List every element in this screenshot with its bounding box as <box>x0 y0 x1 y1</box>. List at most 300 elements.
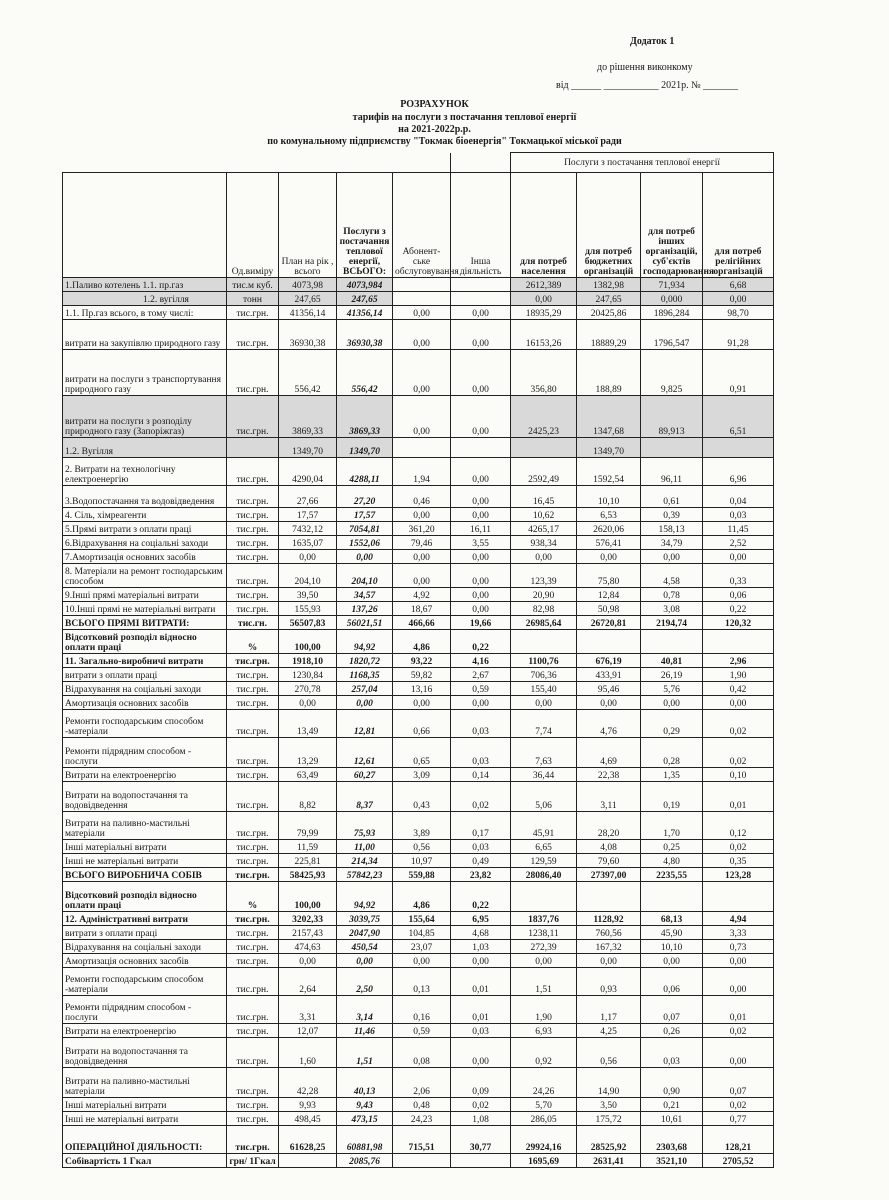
cell-plan: 0,00 <box>279 954 337 968</box>
cell-other: 0,00 <box>451 306 511 320</box>
cell-population: 286,05 <box>511 1112 577 1126</box>
col-plan-header: План на рік , всього <box>279 173 337 278</box>
cell-budget: 3,11 <box>577 782 641 812</box>
cell-unit: тис.грн. <box>227 968 279 996</box>
table-row <box>63 616 774 630</box>
cell-budget: 4,25 <box>577 1024 641 1038</box>
cell-other: 0,00 <box>451 564 511 588</box>
cell-population: 10,62 <box>511 508 577 522</box>
cell-other-orgs: 10,61 <box>641 1112 703 1126</box>
cell-unit: тис.грн. <box>227 996 279 1024</box>
cell-subscriber: 3,09 <box>393 768 451 782</box>
cell-population <box>511 630 577 654</box>
appendix-label: Додаток 1 <box>630 36 675 47</box>
cell-other: 0,02 <box>451 782 511 812</box>
cell-population: 0,00 <box>511 696 577 710</box>
cell-other-orgs: 34,79 <box>641 536 703 550</box>
table-row <box>63 912 774 926</box>
cell-subscriber: 361,20 <box>393 522 451 536</box>
row-label: Амортизація основних засобів <box>63 696 227 710</box>
cell-budget: 4,08 <box>577 840 641 854</box>
cell-religious: 0,00 <box>703 550 774 564</box>
cell-unit: тис.грн. <box>227 738 279 768</box>
cell-plan: 204,10 <box>279 564 337 588</box>
cell-total: 34,57 <box>337 588 393 602</box>
cell-population: 5,06 <box>511 782 577 812</box>
cell-subscriber: 0,00 <box>393 564 451 588</box>
cell-total: 7054,81 <box>337 522 393 536</box>
cell-religious: 0,00 <box>703 696 774 710</box>
table-row <box>63 458 774 486</box>
row-label: Відсотковий розподіл відносно оплати праці <box>63 630 227 654</box>
cell-subscriber: 0,08 <box>393 1038 451 1068</box>
cell-total: 1820,72 <box>337 654 393 668</box>
cell-total: 60,27 <box>337 768 393 782</box>
cell-religious: 0,02 <box>703 710 774 738</box>
cell-other-orgs: 0,07 <box>641 996 703 1024</box>
cell-subscriber: 1,94 <box>393 458 451 486</box>
col-religious-header: для потреб релігійних організацій <box>703 173 774 278</box>
cell-plan: 41356,14 <box>279 306 337 320</box>
cell-religious: 4,94 <box>703 912 774 926</box>
cell-religious: 0,73 <box>703 940 774 954</box>
table-row <box>63 1154 774 1168</box>
cell-population: 0,92 <box>511 1038 577 1068</box>
cell-unit: тис.грн. <box>227 940 279 954</box>
cell-subscriber: 0,00 <box>393 396 451 438</box>
table-row <box>63 278 774 292</box>
cell-budget: 2631,41 <box>577 1154 641 1168</box>
cell-plan: 3202,33 <box>279 912 337 926</box>
table-row <box>63 396 774 438</box>
cell-total: 2,50 <box>337 968 393 996</box>
cell-population: 36,44 <box>511 768 577 782</box>
cell-religious: 0,06 <box>703 588 774 602</box>
table-row <box>63 654 774 668</box>
row-label: Ремонти господарським способом -матеріали <box>63 968 227 996</box>
cell-population: 2592,49 <box>511 458 577 486</box>
cell-total: 57842,23 <box>337 868 393 882</box>
cell-religious: 0,02 <box>703 840 774 854</box>
cell-plan: 36930,38 <box>279 320 337 350</box>
cell-religious: 0,22 <box>703 602 774 616</box>
cell-other: 0,00 <box>451 486 511 508</box>
cell-total: 36930,38 <box>337 320 393 350</box>
cell-plan: 7432,12 <box>279 522 337 536</box>
cell-subscriber: 93,22 <box>393 654 451 668</box>
cell-unit: тис.грн. <box>227 840 279 854</box>
cell-subscriber: 79,46 <box>393 536 451 550</box>
cell-other-orgs: 0,19 <box>641 782 703 812</box>
cell-subscriber: 155,64 <box>393 912 451 926</box>
cell-population: 938,34 <box>511 536 577 550</box>
cell-other-orgs: 3,08 <box>641 602 703 616</box>
cell-other: 0,49 <box>451 854 511 868</box>
cell-subscriber <box>393 1154 451 1168</box>
cell-religious: 6,96 <box>703 458 774 486</box>
cell-religious: 11,45 <box>703 522 774 536</box>
cell-total: 11,46 <box>337 1024 393 1038</box>
cell-total: 17,57 <box>337 508 393 522</box>
cell-subscriber: 0,43 <box>393 782 451 812</box>
cell-religious: 0,00 <box>703 1038 774 1068</box>
cell-total: 56021,51 <box>337 616 393 630</box>
cell-total: 0,00 <box>337 954 393 968</box>
col-other-orgs-header: для потреб інших організацій, суб'єктів господарювання <box>641 173 703 278</box>
table-row <box>63 812 774 840</box>
row-label: Відсотковий розподіл відносно оплати праці <box>63 882 227 912</box>
cell-religious: 128,21 <box>703 1126 774 1154</box>
cell-budget: 26720,81 <box>577 616 641 630</box>
table-row <box>63 508 774 522</box>
cell-religious: 0,02 <box>703 1024 774 1038</box>
cell-unit: тис.грн. <box>227 1024 279 1038</box>
table-row <box>63 738 774 768</box>
row-label: Амортизація основних засобів <box>63 954 227 968</box>
cell-other: 0,03 <box>451 840 511 854</box>
table-row <box>63 782 774 812</box>
cell-other: 0,02 <box>451 1098 511 1112</box>
cell-religious: 0,91 <box>703 350 774 396</box>
row-label: 7.Амортизація основних засобів <box>63 550 227 564</box>
cell-total: 0,00 <box>337 696 393 710</box>
cell-total: 9,43 <box>337 1098 393 1112</box>
cell-subscriber: 0,65 <box>393 738 451 768</box>
row-label: 11. Загально-виробничі витрати <box>63 654 227 668</box>
cell-other: 1,03 <box>451 940 511 954</box>
cell-other: 4,68 <box>451 926 511 940</box>
row-label: ОПЕРАЦІЙНОЇ ДІЯЛЬНОСТІ: <box>63 1126 227 1154</box>
cell-subscriber: 59,82 <box>393 668 451 682</box>
cell-unit: тис.грн. <box>227 954 279 968</box>
cell-unit: тис.грн. <box>227 602 279 616</box>
cell-subscriber: 0,00 <box>393 306 451 320</box>
cell-budget: 79,60 <box>577 854 641 868</box>
table-row <box>63 350 774 396</box>
cell-other-orgs: 0,000 <box>641 292 703 306</box>
cell-religious: 0,33 <box>703 564 774 588</box>
table-row <box>63 588 774 602</box>
cell-other: 0,00 <box>451 954 511 968</box>
cell-plan: 4290,04 <box>279 458 337 486</box>
table-row <box>63 926 774 940</box>
cell-total: 0,00 <box>337 550 393 564</box>
cell-other <box>451 278 511 292</box>
row-label: 1.Паливо котелень 1.1. пр.газ <box>63 278 227 292</box>
cell-population: 4265,17 <box>511 522 577 536</box>
cell-plan: 13,49 <box>279 710 337 738</box>
row-label: 5.Прямі витрати з оплати праці <box>63 522 227 536</box>
group-header: Послуги з постачання теплової енергії <box>511 153 774 173</box>
cell-population: 45,91 <box>511 812 577 840</box>
cell-population: 1837,76 <box>511 912 577 926</box>
cell-other: 0,03 <box>451 710 511 738</box>
row-label: Витрати на електроенергію <box>63 1024 227 1038</box>
cell-plan: 63,49 <box>279 768 337 782</box>
cell-other-orgs: 0,39 <box>641 508 703 522</box>
cell-religious: 0,10 <box>703 768 774 782</box>
table-row <box>63 996 774 1024</box>
cell-religious: 0,01 <box>703 782 774 812</box>
cell-other: 0,22 <box>451 630 511 654</box>
cell-other: 23,82 <box>451 868 511 882</box>
cell-total: 556,42 <box>337 350 393 396</box>
cell-budget: 576,41 <box>577 536 641 550</box>
cell-other-orgs: 4,80 <box>641 854 703 868</box>
cell-total: 2085,76 <box>337 1154 393 1168</box>
row-label: 1.2. вугілля <box>63 292 227 306</box>
cell-other-orgs: 0,06 <box>641 968 703 996</box>
cell-population: 16,45 <box>511 486 577 508</box>
cell-religious: 0,00 <box>703 968 774 996</box>
cell-subscriber <box>393 438 451 458</box>
cell-population: 1,90 <box>511 996 577 1024</box>
cell-subscriber: 0,16 <box>393 996 451 1024</box>
cell-population: 29924,16 <box>511 1126 577 1154</box>
cell-other: 0,59 <box>451 682 511 696</box>
cell-population: 82,98 <box>511 602 577 616</box>
cell-unit: тис.грн. <box>227 522 279 536</box>
cell-plan: 3869,33 <box>279 396 337 438</box>
table-row <box>63 630 774 654</box>
cell-unit: тонн <box>227 292 279 306</box>
cell-other-orgs: 1,35 <box>641 768 703 782</box>
cell-plan <box>279 1154 337 1168</box>
table-row <box>63 954 774 968</box>
cell-total: 27,20 <box>337 486 393 508</box>
cell-budget: 28,20 <box>577 812 641 840</box>
cell-other: 0,00 <box>451 458 511 486</box>
cell-unit <box>227 438 279 458</box>
cell-population: 2425,23 <box>511 396 577 438</box>
cell-religious: 0,03 <box>703 508 774 522</box>
cell-plan: 2,64 <box>279 968 337 996</box>
cell-other: 0,01 <box>451 968 511 996</box>
cell-unit: тис.гн. <box>227 616 279 630</box>
cell-subscriber: 0,00 <box>393 350 451 396</box>
cell-subscriber: 24,23 <box>393 1112 451 1126</box>
cell-budget: 175,72 <box>577 1112 641 1126</box>
cell-unit: тис.грн. <box>227 912 279 926</box>
cell-population: 356,80 <box>511 350 577 396</box>
table-row <box>63 292 774 306</box>
cell-plan: 2157,43 <box>279 926 337 940</box>
cell-unit: тис.грн. <box>227 854 279 868</box>
cell-population: 26985,64 <box>511 616 577 630</box>
cell-religious: 0,12 <box>703 812 774 840</box>
cell-population: 16153,26 <box>511 320 577 350</box>
cell-other-orgs: 0,61 <box>641 486 703 508</box>
cell-population: 0,00 <box>511 292 577 306</box>
cell-other: 0,01 <box>451 996 511 1024</box>
cell-unit: тис.грн. <box>227 396 279 438</box>
cell-budget: 167,32 <box>577 940 641 954</box>
col-name-header <box>63 173 227 278</box>
row-label: ВСЬОГО ПРЯМІ ВИТРАТИ: <box>63 616 227 630</box>
cell-budget: 0,93 <box>577 968 641 996</box>
cell-budget: 10,10 <box>577 486 641 508</box>
cell-unit: тис.грн. <box>227 1112 279 1126</box>
cell-subscriber: 0,48 <box>393 1098 451 1112</box>
cell-population: 0,00 <box>511 550 577 564</box>
cell-plan: 61628,25 <box>279 1126 337 1154</box>
cell-subscriber: 0,00 <box>393 954 451 968</box>
cell-subscriber: 466,66 <box>393 616 451 630</box>
cell-unit: тис.грн. <box>227 682 279 696</box>
cell-unit: тис.м куб. <box>227 278 279 292</box>
cell-other: 0,17 <box>451 812 511 840</box>
cell-budget: 0,56 <box>577 1038 641 1068</box>
row-label: Ремонти господарським способом -матеріали <box>63 710 227 738</box>
doc-enterprise: по комунальному підприємству "Токмак біоенергія" Токмацької міської ради <box>267 136 622 147</box>
cell-other-orgs: 89,913 <box>641 396 703 438</box>
cell-religious: 0,42 <box>703 682 774 696</box>
row-label: ВСЬОГО ВИРОБНИЧА СОБІВ <box>63 868 227 882</box>
cell-unit: тис.грн. <box>227 486 279 508</box>
cell-other-orgs: 2303,68 <box>641 1126 703 1154</box>
cell-other-orgs: 5,76 <box>641 682 703 696</box>
cell-budget: 4,76 <box>577 710 641 738</box>
decision-label: до рішення виконкому <box>597 62 693 73</box>
cell-total: 12,81 <box>337 710 393 738</box>
cell-other-orgs: 1,70 <box>641 812 703 840</box>
cell-plan: 79,99 <box>279 812 337 840</box>
table-row <box>63 768 774 782</box>
row-label: Інші матеріальні витрати <box>63 840 227 854</box>
cell-unit: тис.грн. <box>227 550 279 564</box>
cell-religious: 0,02 <box>703 738 774 768</box>
table-row <box>63 668 774 682</box>
cell-unit: тис.грн. <box>227 1126 279 1154</box>
cell-population <box>511 882 577 912</box>
row-label: Ремонти підрядним способом - послуги <box>63 996 227 1024</box>
cell-religious: 0,00 <box>703 954 774 968</box>
cell-plan: 4073,98 <box>279 278 337 292</box>
cell-budget <box>577 882 641 912</box>
cell-religious: 120,32 <box>703 616 774 630</box>
cell-plan: 17,57 <box>279 508 337 522</box>
cell-subscriber: 0,46 <box>393 486 451 508</box>
cell-unit: тис.грн. <box>227 320 279 350</box>
row-label: Витрати на електроенергію <box>63 768 227 782</box>
table-row <box>63 854 774 868</box>
cell-other-orgs: 26,19 <box>641 668 703 682</box>
cell-subscriber: 104,85 <box>393 926 451 940</box>
row-label: витрати з оплати праці <box>63 668 227 682</box>
col-total-header: Послуги з постачання теплової енергії, ВСЬОГО: <box>337 173 393 278</box>
cell-religious: 0,01 <box>703 996 774 1024</box>
cell-total: 473,15 <box>337 1112 393 1126</box>
cell-budget: 2620,06 <box>577 522 641 536</box>
cell-religious: 91,28 <box>703 320 774 350</box>
cell-other-orgs: 0,00 <box>641 550 703 564</box>
cell-unit: тис.грн. <box>227 668 279 682</box>
cell-population: 0,00 <box>511 954 577 968</box>
table-row <box>63 968 774 996</box>
cell-total: 2047,90 <box>337 926 393 940</box>
cell-religious: 6,51 <box>703 396 774 438</box>
cell-other: 0,00 <box>451 350 511 396</box>
cell-subscriber: 23,07 <box>393 940 451 954</box>
cell-unit: тис.грн. <box>227 926 279 940</box>
cell-budget: 1128,92 <box>577 912 641 926</box>
cell-religious: 2,96 <box>703 654 774 668</box>
cell-other: 0,03 <box>451 1024 511 1038</box>
cell-budget: 3,50 <box>577 1098 641 1112</box>
cell-total: 11,00 <box>337 840 393 854</box>
cell-unit: тис.грн. <box>227 1098 279 1112</box>
cell-other-orgs: 45,90 <box>641 926 703 940</box>
cell-plan: 3,31 <box>279 996 337 1024</box>
row-label: 10.Інші прямі не матеріальні витрати <box>63 602 227 616</box>
cell-subscriber <box>393 292 451 306</box>
cell-total: 4288,11 <box>337 458 393 486</box>
cell-religious <box>703 438 774 458</box>
cell-budget: 50,98 <box>577 602 641 616</box>
cell-plan: 0,00 <box>279 550 337 564</box>
cell-budget: 18889,29 <box>577 320 641 350</box>
table-row <box>63 1112 774 1126</box>
cell-other-orgs: 0,26 <box>641 1024 703 1038</box>
table-row <box>63 682 774 696</box>
doc-title: РОЗРАХУНОК <box>400 99 469 110</box>
cell-subscriber: 0,00 <box>393 550 451 564</box>
cell-other: 0,14 <box>451 768 511 782</box>
cell-other: 0,09 <box>451 1068 511 1098</box>
cell-other-orgs: 0,29 <box>641 710 703 738</box>
table-row <box>63 306 774 320</box>
cell-population: 1238,11 <box>511 926 577 940</box>
cell-other: 0,00 <box>451 508 511 522</box>
cell-other: 16,11 <box>451 522 511 536</box>
cell-unit: грн/ 1Гкал <box>227 1154 279 1168</box>
cell-other: 0,03 <box>451 738 511 768</box>
cell-religious: 0,00 <box>703 292 774 306</box>
row-label: Собівартість 1 Гкал <box>63 1154 227 1168</box>
cell-total: 137,26 <box>337 602 393 616</box>
cell-total: 3869,33 <box>337 396 393 438</box>
cell-total: 1349,70 <box>337 438 393 458</box>
row-label: Витрати на паливно-мастильні матеріали <box>63 1068 227 1098</box>
cell-plan: 9,93 <box>279 1098 337 1112</box>
cell-other: 0,00 <box>451 588 511 602</box>
cell-religious: 0,35 <box>703 854 774 868</box>
cell-budget: 188,89 <box>577 350 641 396</box>
table-row <box>63 320 774 350</box>
row-label: Витрати на водопостачання та водовідведення <box>63 1038 227 1068</box>
cell-population: 129,59 <box>511 854 577 868</box>
cell-total: 8,37 <box>337 782 393 812</box>
cell-total: 204,10 <box>337 564 393 588</box>
table-row <box>63 710 774 738</box>
table-row <box>63 486 774 508</box>
cell-religious: 0,02 <box>703 1098 774 1112</box>
cell-budget: 1,17 <box>577 996 641 1024</box>
cell-plan: 1635,07 <box>279 536 337 550</box>
cell-total: 450,54 <box>337 940 393 954</box>
cell-unit: тис.грн. <box>227 588 279 602</box>
col-budget-header: для потреб бюджетних організацій <box>577 173 641 278</box>
cell-other: 19,66 <box>451 616 511 630</box>
cell-population <box>511 438 577 458</box>
cell-budget: 14,90 <box>577 1068 641 1098</box>
cell-other: 1,08 <box>451 1112 511 1126</box>
cell-plan: 155,93 <box>279 602 337 616</box>
cell-other-orgs: 1796,547 <box>641 320 703 350</box>
cell-subscriber: 4,86 <box>393 882 451 912</box>
cell-plan: 58425,93 <box>279 868 337 882</box>
cell-other: 0,00 <box>451 602 511 616</box>
